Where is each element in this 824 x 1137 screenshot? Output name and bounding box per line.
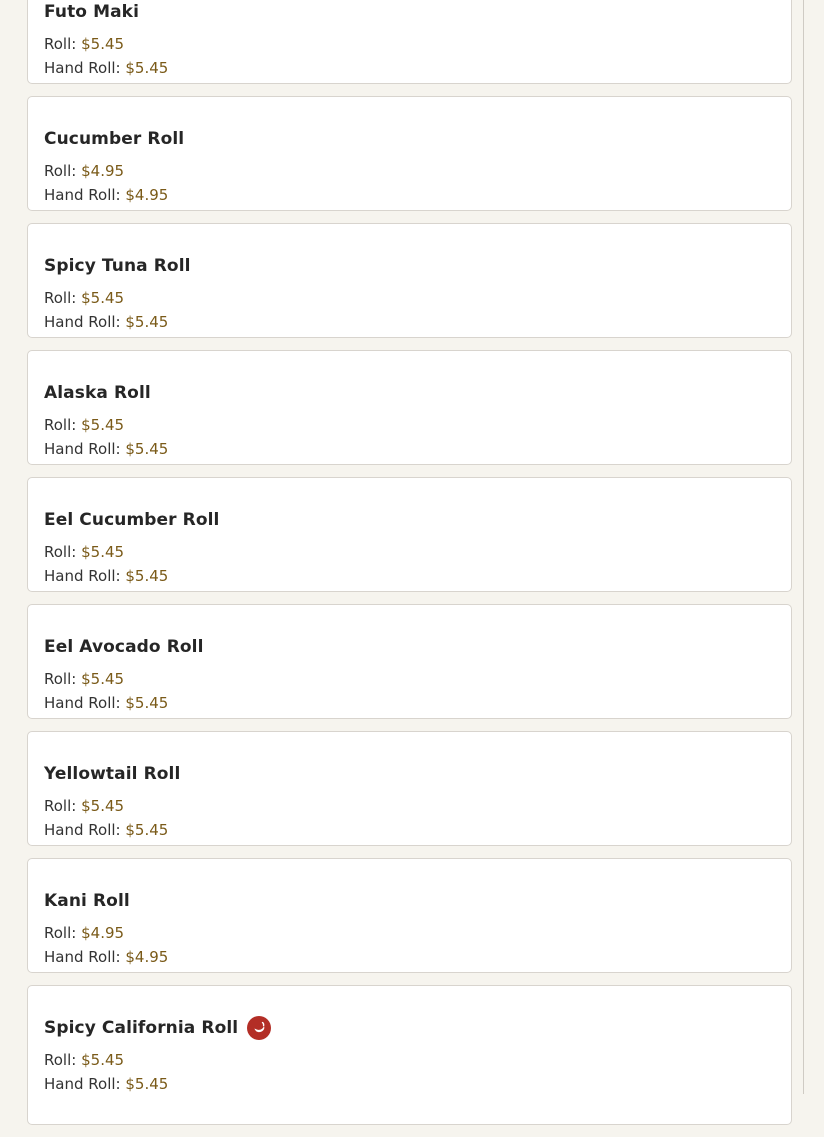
hand-roll-price: $5.45 (125, 821, 169, 839)
menu-item-card[interactable] (27, 858, 792, 973)
roll-price-line (44, 32, 775, 56)
menu-item-name: Spicy Tuna Roll (44, 256, 191, 276)
hand-roll-label: Hand Roll: (44, 821, 121, 839)
hand-roll-price: $5.45 (125, 694, 169, 712)
chili-pepper-icon (247, 1016, 271, 1040)
menu-item-card[interactable] (27, 0, 792, 84)
roll-price: $4.95 (81, 162, 125, 180)
menu-item-card[interactable] (27, 731, 792, 846)
hand-roll-price-line (44, 691, 775, 715)
hand-roll-price-line (44, 183, 775, 207)
hand-roll-price: $4.95 (125, 948, 169, 966)
menu-item-card[interactable] (27, 350, 792, 465)
roll-price-line (44, 921, 775, 945)
roll-label: Roll: (44, 1051, 77, 1069)
roll-label: Roll: (44, 416, 77, 434)
menu-item-card[interactable] (27, 477, 792, 592)
roll-price-line (44, 794, 775, 818)
hand-roll-price-line (44, 818, 775, 842)
menu-item-header (44, 0, 775, 25)
hand-roll-price: $5.45 (125, 59, 169, 77)
menu-item-name: Kani Roll (44, 891, 130, 911)
roll-label: Roll: (44, 543, 77, 561)
roll-price-line (44, 413, 775, 437)
menu-item-name: Alaska Roll (44, 383, 151, 403)
hand-roll-price-line (44, 945, 775, 969)
menu-item-header (44, 888, 775, 914)
roll-price: $4.95 (81, 924, 125, 942)
hand-roll-label: Hand Roll: (44, 567, 121, 585)
roll-price-line (44, 667, 775, 691)
menu-item-card[interactable] (27, 223, 792, 338)
hand-roll-price-line (44, 310, 775, 334)
roll-price: $5.45 (81, 1051, 125, 1069)
hand-roll-price: $4.95 (125, 186, 169, 204)
page-edge-divider (803, 0, 804, 1094)
menu-item-name: Spicy California Roll (44, 1018, 239, 1038)
roll-price: $5.45 (81, 289, 125, 307)
menu-item-name: Eel Cucumber Roll (44, 510, 220, 530)
roll-price: $5.45 (81, 797, 125, 815)
menu-item-card[interactable] (27, 604, 792, 719)
hand-roll-price: $5.45 (125, 1075, 169, 1093)
menu-item-header (44, 253, 775, 279)
roll-price: $5.45 (81, 416, 125, 434)
menu-item-header (44, 507, 775, 533)
hand-roll-price: $5.45 (125, 313, 169, 331)
hand-roll-price: $5.45 (125, 567, 169, 585)
roll-label: Roll: (44, 35, 77, 53)
roll-price: $5.45 (81, 543, 125, 561)
hand-roll-price-line (44, 437, 775, 461)
menu-item-name: Futo Maki (44, 2, 140, 22)
menu-item-name: Eel Avocado Roll (44, 637, 204, 657)
roll-price-line (44, 286, 775, 310)
menu-item-header (44, 1015, 775, 1041)
hand-roll-label: Hand Roll: (44, 59, 121, 77)
menu-item-header (44, 761, 775, 787)
roll-label: Roll: (44, 924, 77, 942)
hand-roll-price-line (44, 1072, 775, 1096)
menu-item-card[interactable] (27, 96, 792, 211)
hand-roll-label: Hand Roll: (44, 1075, 121, 1093)
hand-roll-label: Hand Roll: (44, 313, 121, 331)
menu-item-name: Cucumber Roll (44, 129, 185, 149)
roll-label: Roll: (44, 797, 77, 815)
hand-roll-price: $5.45 (125, 440, 169, 458)
roll-price: $5.45 (81, 35, 125, 53)
menu-item-header (44, 126, 775, 152)
roll-label: Roll: (44, 289, 77, 307)
hand-roll-price-line (44, 564, 775, 588)
hand-roll-label: Hand Roll: (44, 948, 121, 966)
menu-item-name: Yellowtail Roll (44, 764, 181, 784)
hand-roll-label: Hand Roll: (44, 440, 121, 458)
hand-roll-label: Hand Roll: (44, 186, 121, 204)
menu-item-header (44, 634, 775, 660)
menu-item-card[interactable] (27, 985, 792, 1125)
menu-item-list (27, 0, 792, 1137)
roll-price-line (44, 540, 775, 564)
roll-price-line (44, 159, 775, 183)
roll-price: $5.45 (81, 670, 125, 688)
roll-price-line (44, 1048, 775, 1072)
roll-label: Roll: (44, 670, 77, 688)
menu-item-header (44, 380, 775, 406)
hand-roll-label: Hand Roll: (44, 694, 121, 712)
hand-roll-price-line (44, 56, 775, 80)
roll-label: Roll: (44, 162, 77, 180)
